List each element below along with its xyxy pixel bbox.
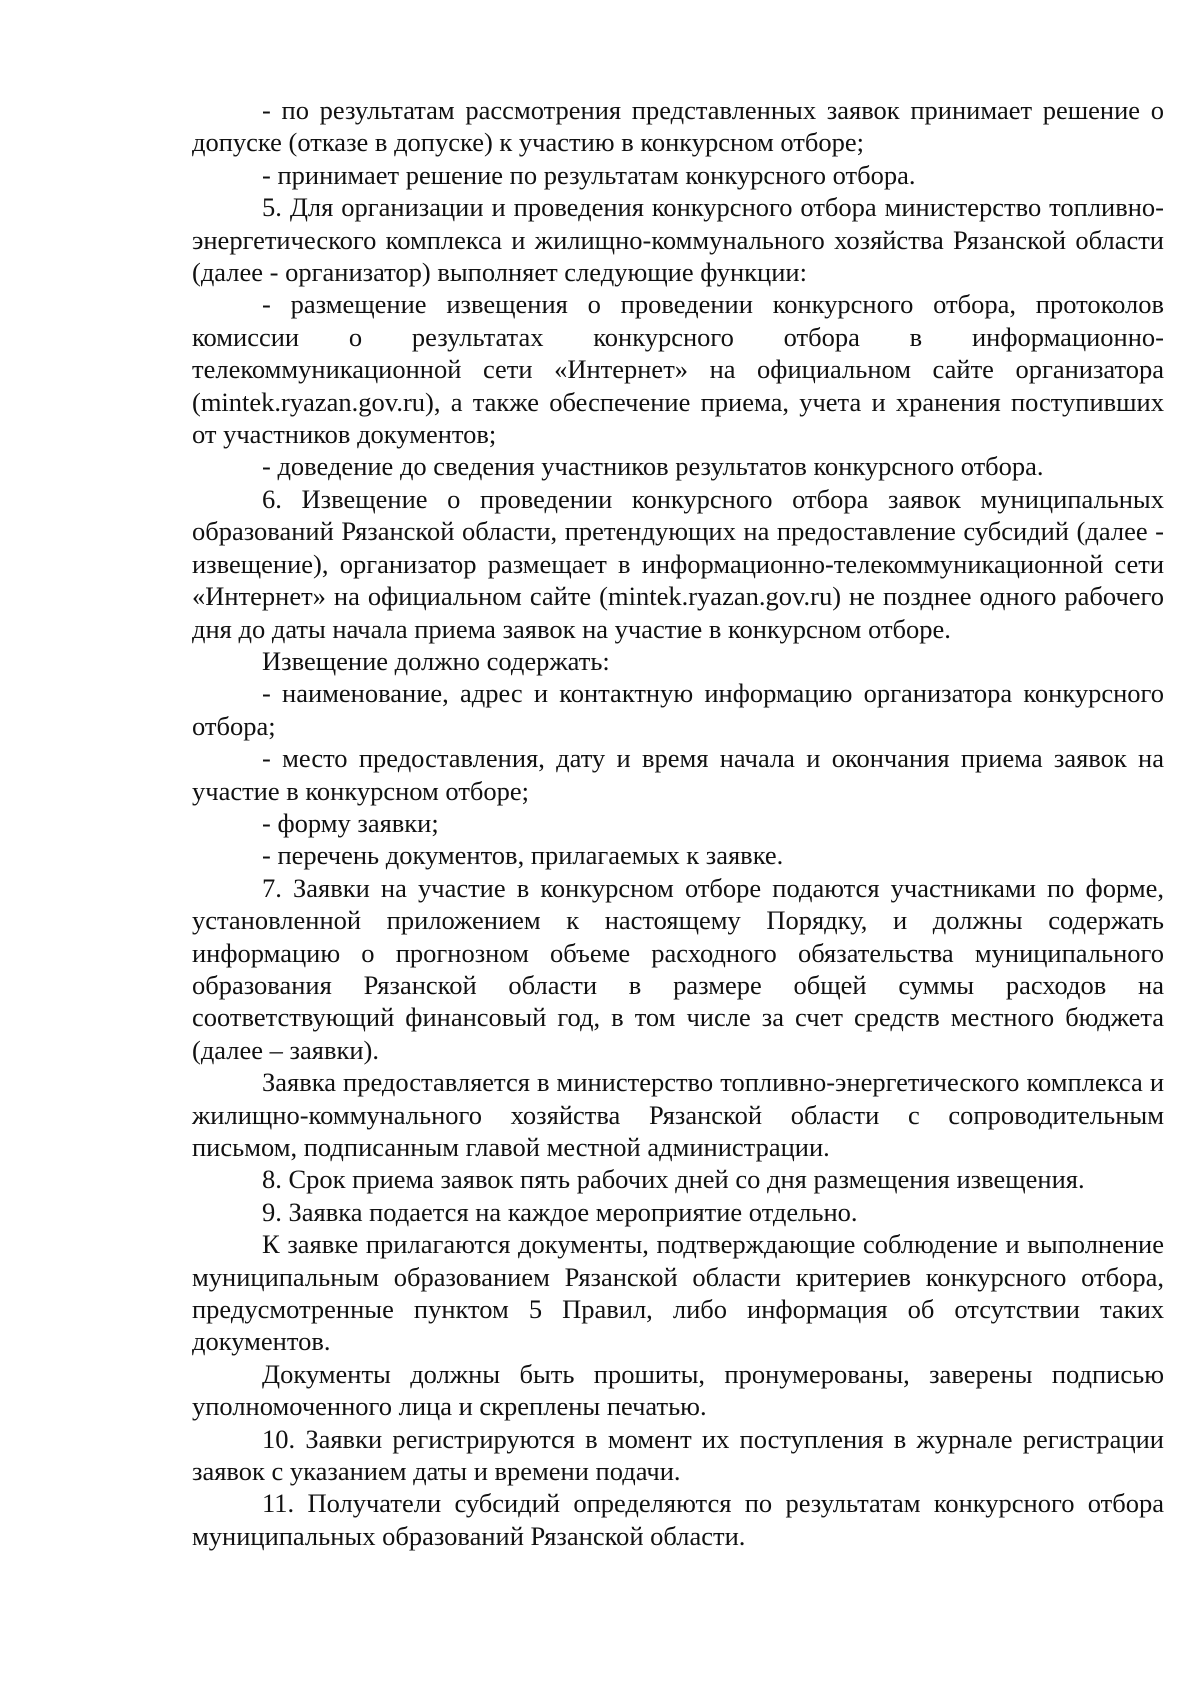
paragraph-submission-place: - место предоставления, дату и время начала и окончания приема заявок на участие в конкурсном отборе;	[192, 743, 1164, 806]
paragraph-application-form: - форму заявки;	[262, 807, 439, 838]
paragraph-results-notification: - доведение до сведения участников результатов конкурсного отбора.	[262, 451, 1044, 482]
paragraph-item-5: 5. Для организации и проведения конкурсного отбора министерство топливно-энергетического комплекса и жилищно-коммунального хозяйства Рязанской области (далее - организатор) выполняет следующие функции:	[192, 192, 1164, 288]
paragraph-item-6: 6. Извещение о проведении конкурсного отбора заявок муниципальных образований Рязанской области, претендующих на предоставление субсидий (далее - извещение), организатор размещает в информационно-телекоммуникационной сети «Интернет» на официальном сайте (mintek.ryazan.gov.ru) не позднее одного рабочего дня до даты начала приема заявок на участие в конкурсном отборе.	[192, 483, 1164, 644]
paragraph-notice-contents: Извещение должно содержать:	[262, 645, 610, 676]
paragraph-application-submission: Заявка предоставляется в министерство топливно-энергетического комплекса и жилищно-коммунального хозяйства Рязанской области с сопроводительным письмом, подписанным главой местной администрации.	[192, 1067, 1164, 1162]
paragraph-documents-list: - перечень документов, прилагаемых к заявке.	[262, 840, 784, 871]
paragraph-item-7: 7. Заявки на участие в конкурсном отборе подаются участниками по форме, установленной приложением к настоящему Порядку, и должны содержать информацию о прогнозном объеме расходного обязательства муниципального образования Рязанской области в размере общей суммы расходов на соответствующий финансовый год, в том числе за счет средств местного бюджета (далее – заявки).	[192, 872, 1164, 1065]
paragraph-item-10: 10. Заявки регистрируются в момент их поступления в журнале регистрации заявок с указанием даты и времени подачи.	[192, 1423, 1164, 1487]
paragraph-document-certification: Документы должны быть прошиты, пронумерованы, заверены подписью уполномоченного лица и скреплены печатью.	[192, 1358, 1164, 1422]
paragraph-attached-documents: К заявке прилагаются документы, подтверждающие соблюдение и выполнение муниципальным образованием Рязанской области критериев конкурсного отбора, предусмотренные пунктом 5 Правил, либо информация об отсутствии таких документов.	[192, 1229, 1164, 1357]
paragraph-item-9: 9. Заявка подается на каждое мероприятие отдельно.	[262, 1196, 858, 1227]
paragraph-results-decision: - принимает решение по результатам конкурсного отбора.	[262, 159, 916, 190]
paragraph-item-11: 11. Получатели субсидий определяются по результатам конкурсного отбора муниципальных образований Рязанской области.	[192, 1488, 1164, 1551]
document-page	[192, 94, 1164, 1552]
paragraph-organizer-info: - наименование, адрес и контактную информацию организатора конкурсного отбора;	[192, 678, 1164, 741]
paragraph-item-8: 8. Срок приема заявок пять рабочих дней со дня размещения извещения.	[262, 1164, 1085, 1195]
paragraph-notice-publication: - размещение извещения о проведении конкурсного отбора, протоколов комиссии о результатах конкурсного отбора в информационно-телекоммуникационной сети «Интернет» на официальном сайте организатора (mintek.ryazan.gov.ru), а также обеспечение приема, учета и хранения поступивших от участников документов;	[192, 289, 1164, 450]
paragraph-admission-decision: - по результатам рассмотрения представленных заявок принимает решение о допуске (отказе в допуске) к участию в конкурсном отборе;	[192, 95, 1164, 158]
